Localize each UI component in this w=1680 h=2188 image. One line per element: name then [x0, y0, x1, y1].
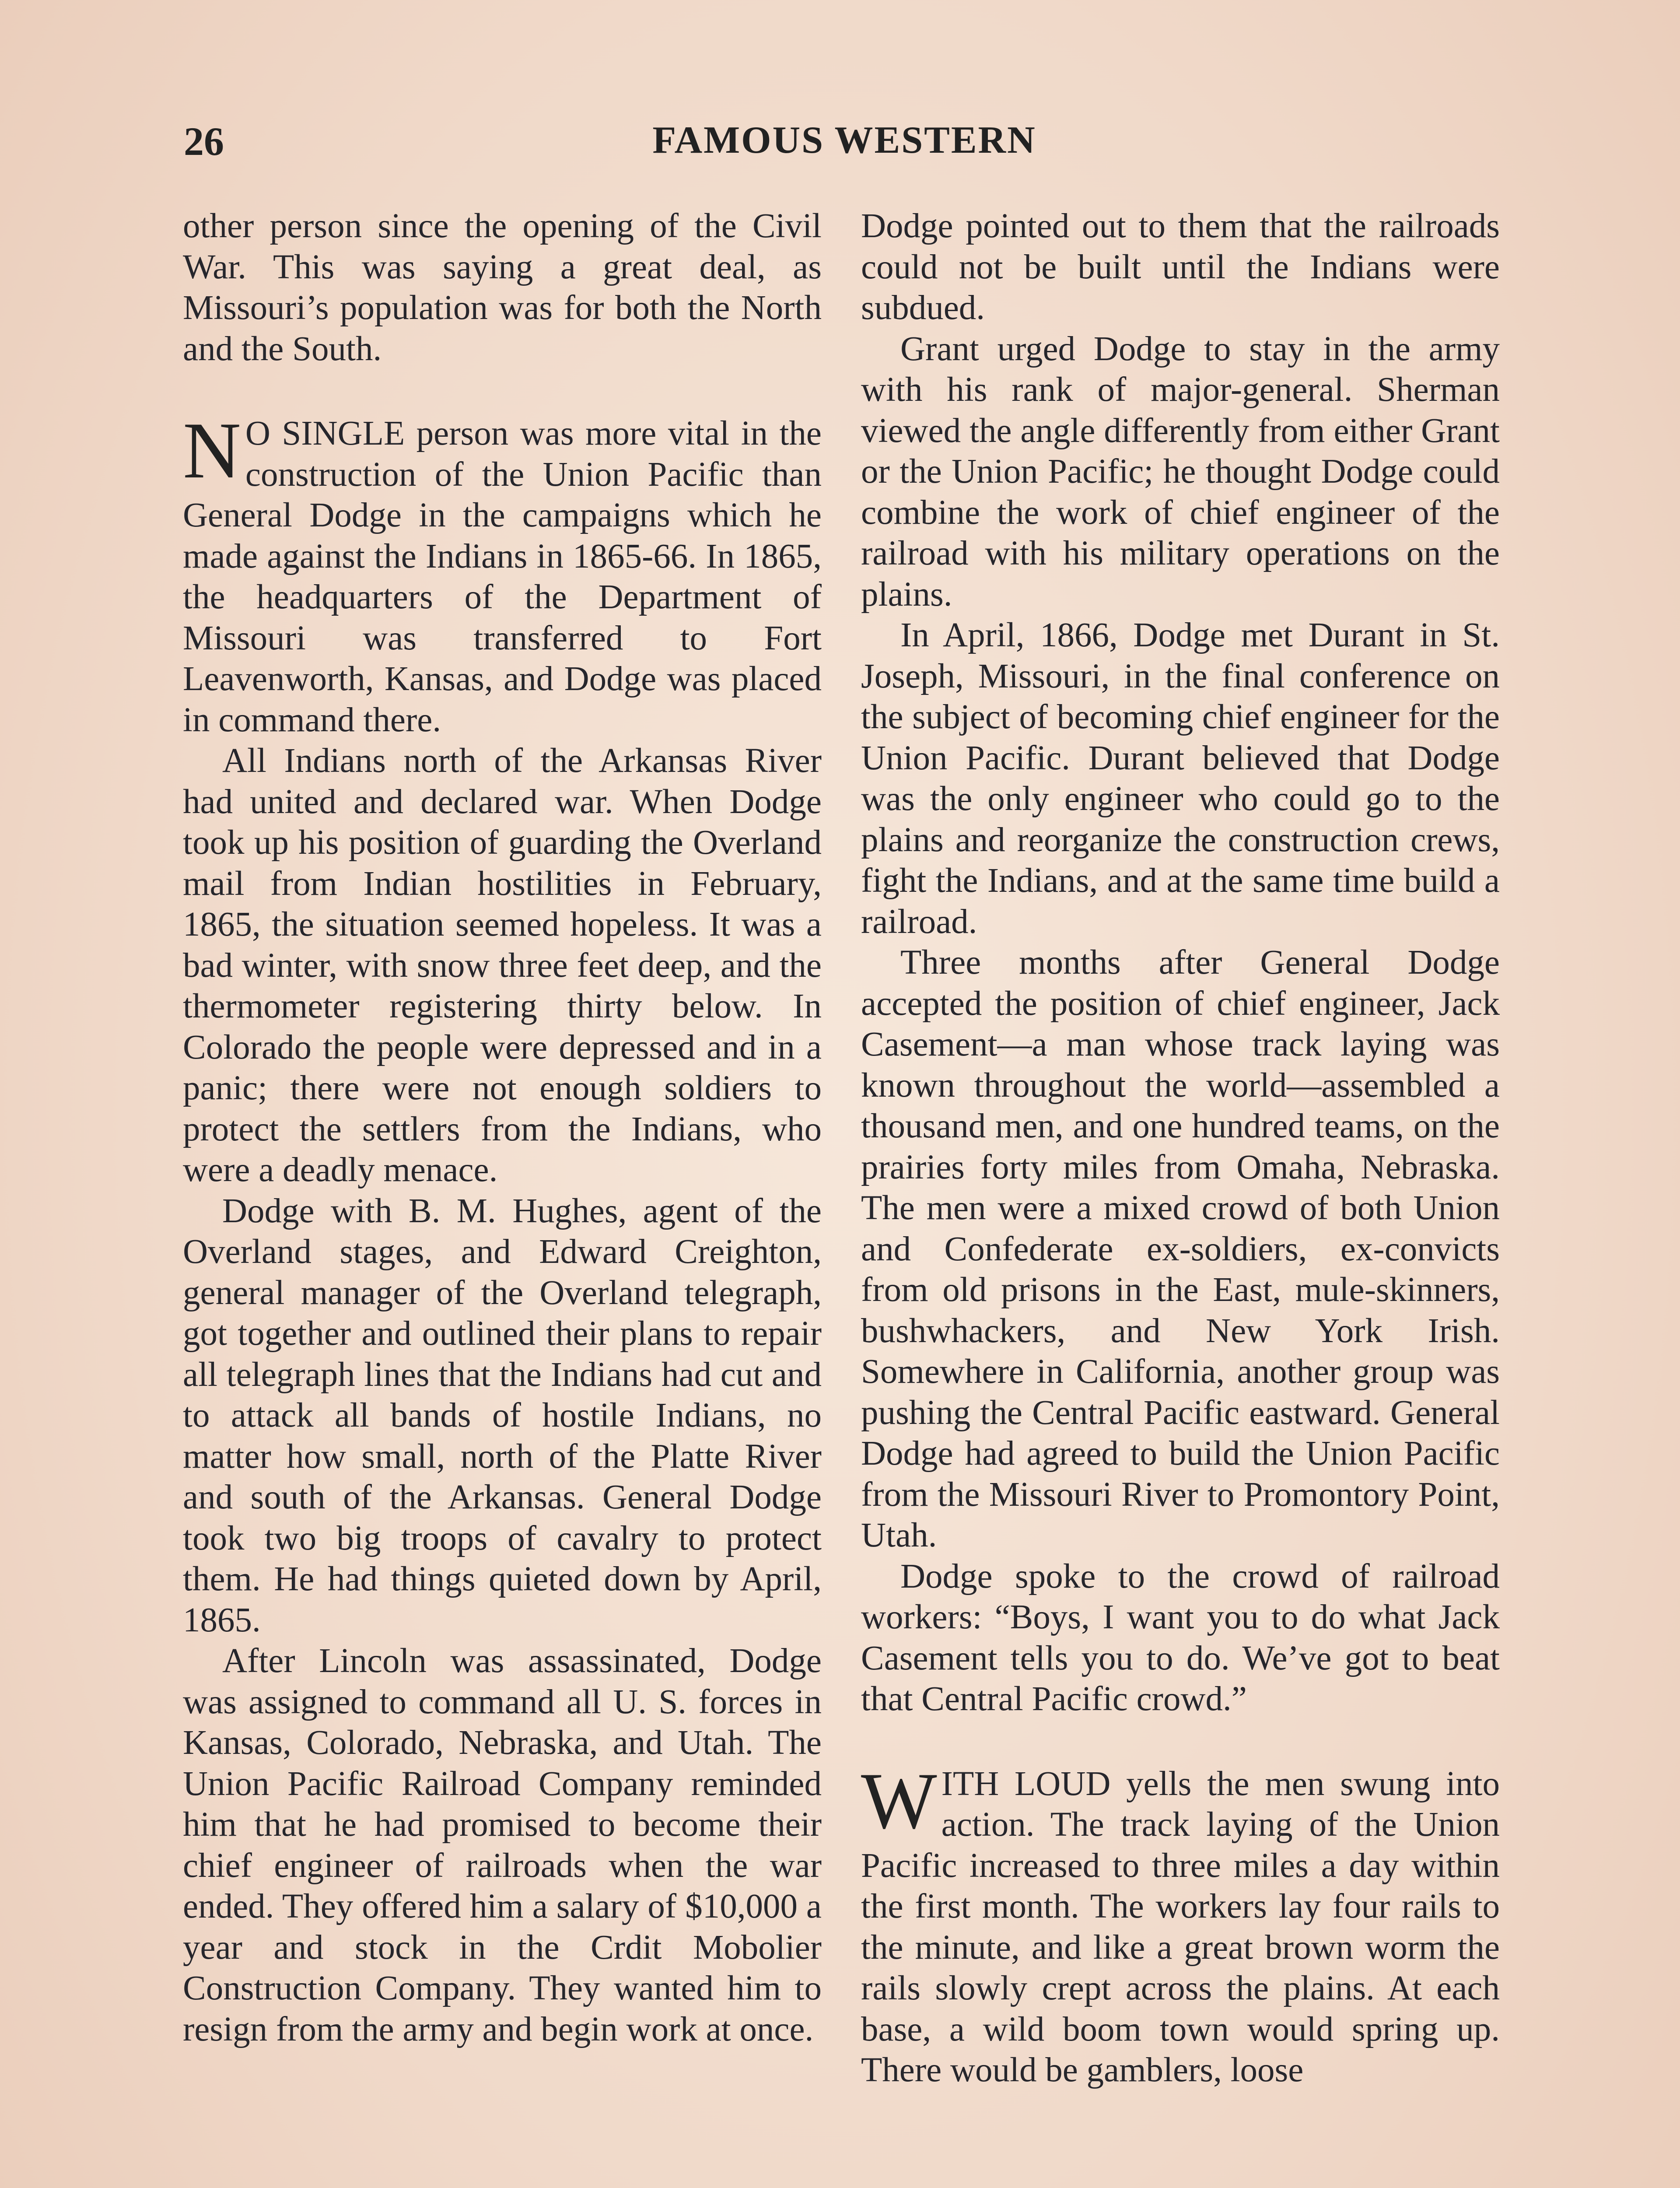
section-lead-paragraph	[861, 1756, 1500, 2091]
lead-caps: O SINGLE	[245, 414, 405, 452]
left-column	[183, 206, 822, 2050]
paragraph: Three months after General Dodge accepted the position of chief engineer, Jack Casement—a man whose track laying was known throughout the world—assembled a thousand men, and one hundred teams, on the prairies forty miles from Omaha, Nebraska. The men were a mixed crowd of both Union and Confederate ex-soldiers, ex-convicts from old prisons in the East, mule-skinners, bushwhackers, and New York Irish. Somewhere in California, another group was pushing the Central Pacific eastward. General Dodge had agreed to build the Union Pacific from the Missouri River to Promontory Point, Utah.	[861, 943, 1500, 1554]
lead-caps: ITH LOUD	[941, 1764, 1111, 1803]
page-header	[184, 118, 1505, 175]
paragraph: Dodge with B. M. Hughes, agent of the Overland stages, and Edward Creighton, general manager of the Overland telegraph, got together and outlined their plans to repair all telegraph lines that the Indians had cut and to attack all bands of hostile Indians, no matter how small, north of the Platte River and south of the Arkansas. General Dodge took two big troops of cavalry to protect them. He had things quieted down by April, 1865.	[183, 1192, 822, 1639]
paragraph: Dodge pointed out to them that the railroads could not be built until the Indians were subdued.	[861, 207, 1500, 327]
page-number: 26	[184, 119, 224, 164]
lead-text: person was more vital in the construction of the Union Pacific than General Dodge in the campaigns which he made against the Indians in 1865-66. In 1865, the headquarters of the Department of Missouri was transferred to Fort Leavenworth, Kansas, and Dodge was placed in command there.	[183, 414, 822, 739]
paragraph: In April, 1866, Dodge met Durant in St. Joseph, Missouri, in the final conference on the subject of becoming chief engineer for the Union Pacific. Durant believed that Dodge was the only engineer who could go to the plains and reorganize the construction crews, fight the Indians, and at the same time build a railroad.	[861, 616, 1500, 941]
running-head: FAMOUS WESTERN	[652, 119, 1036, 161]
paragraph: other person since the opening of the Civil War. This was saying a great deal, as Missouri’s population was for both the North and the South.	[183, 207, 822, 368]
drop-cap: W	[861, 1756, 937, 1845]
section-lead-paragraph	[183, 406, 822, 740]
paragraph: All Indians north of the Arkansas River had united and declared war. When Dodge took up his position of guarding the Overland mail from Indian hostilities in February, 1865, the situation seemed hopeless. It was a bad winter, with snow three feet deep, and the thermometer registering thirty below. In Colorado the people were depressed and in a panic; there were not enough soldiers to protect the settlers from the Indians, who were a deadly menace.	[183, 742, 822, 1189]
right-column	[861, 206, 1500, 2091]
drop-cap: N	[183, 406, 241, 495]
lead-text: yells the men swung into action. The track laying of the Union Pacific increased to three miles a day within the first month. The workers lay four rails to the minute, and like a great brown worm the rails slowly crept across the plains. At each base, a wild boom town would spring up. There would be gamblers, loose	[861, 1764, 1500, 2089]
paragraph: Dodge spoke to the crowd of railroad workers: “Boys, I want you to do what Jack Casement tells you to do. We’ve got to beat that Central Pacific crowd.”	[861, 1557, 1500, 1718]
paragraph: Grant urged Dodge to stay in the army with his rank of major-general. Sherman viewed the angle differently from either Grant or the Union Pacific; he thought Dodge could combine the work of chief engineer of the railroad with his military operations on the plains.	[861, 330, 1500, 614]
paragraph: After Lincoln was assassinated, Dodge was assigned to command all U. S. forces in Kansas, Colorado, Nebraska, and Utah. The Union Pacific Railroad Company reminded him that he had promised to become their chief engineer of railroads when the war ended. They offered him a salary of $10,000 a year and stock in the Crdit Mobolier Construction Company. They wanted him to resign from the army and begin work at once.	[183, 1642, 822, 2048]
